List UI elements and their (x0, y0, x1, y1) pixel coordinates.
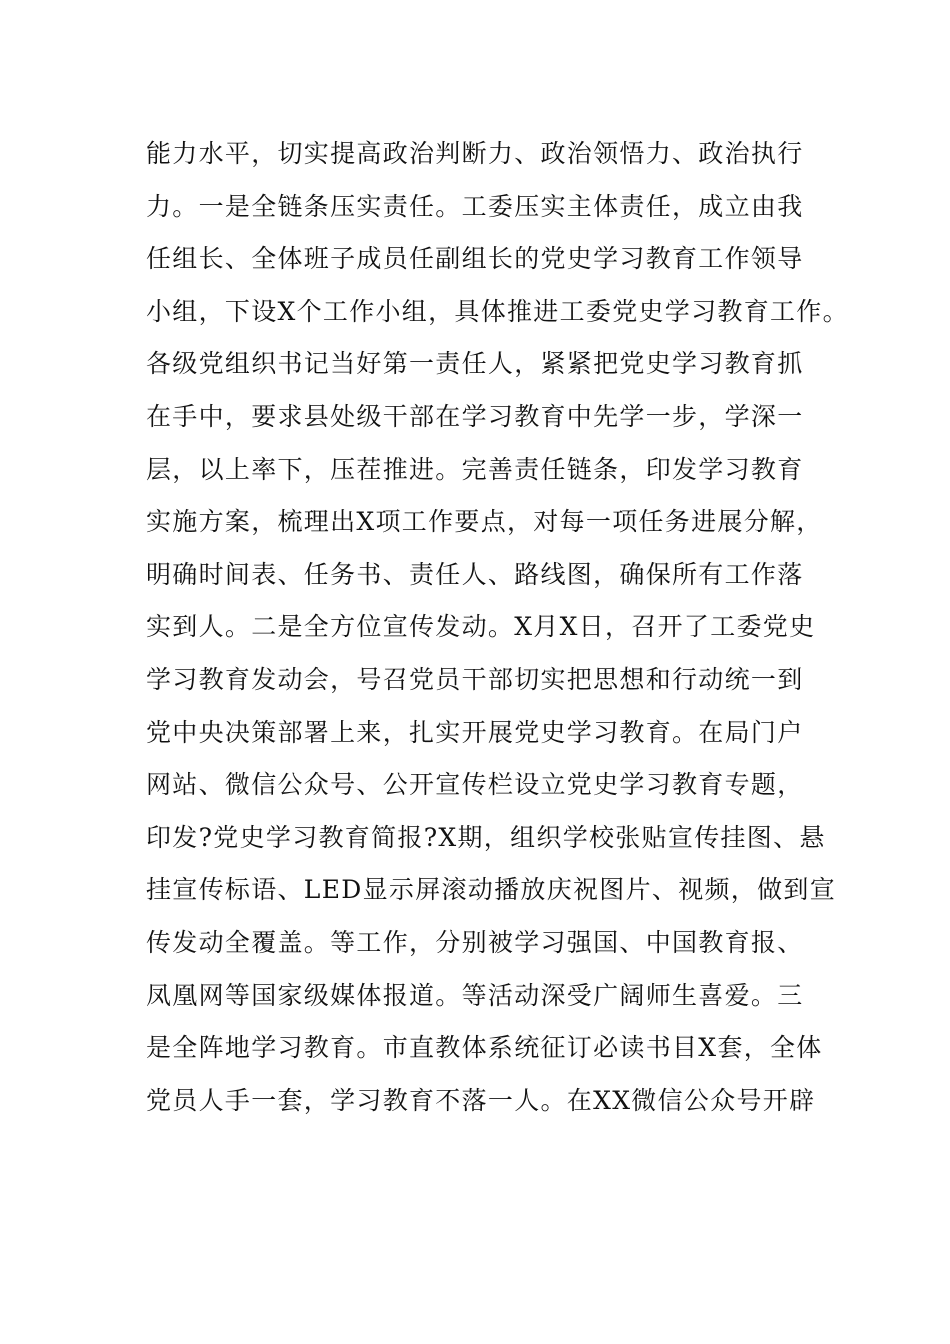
text-line: 是全阵地学习教育。市直教体系统征订必读书目X套，全体 (146, 1033, 823, 1063)
text-line: 实施方案，梳理出X项工作要点，对每一项任务进展分解， (146, 507, 823, 537)
text-line: 各级党组织书记当好第一责任人，紧紧把党史学习教育抓 (146, 349, 804, 379)
text-line: 传发动全覆盖。等工作，分别被学习强国、中国教育报、 (146, 927, 804, 957)
text-line: 挂宣传标语、LED显示屏滚动播放庆祝图片、视频，做到宣 (146, 875, 836, 905)
text-line: 小组，下设X个工作小组，具体推进工委党史学习教育工作。 (146, 296, 849, 326)
text-line: 党员人手一套，学习教育不落一人。在XX微信公众号开辟 (146, 1085, 816, 1115)
text-line: 网站、微信公众号、公开宣传栏设立党史学习教育专题， (146, 770, 804, 800)
text-line: 能力水平，切实提高政治判断力、政治领悟力、政治执行 (146, 139, 804, 168)
text-line: 力。一是全链条压实责任。工委压实主体责任，成立由我 (146, 191, 804, 221)
text-line: 任组长、全体班子成员任副组长的党史学习教育工作领导 (146, 244, 804, 274)
text-line: 层，以上率下，压茬推进。完善责任链条，印发学习教育 (146, 454, 804, 484)
body-text (146, 128, 849, 1127)
text-line: 凤凰网等国家级媒体报道。等活动深受广阔师生喜爱。三 (146, 980, 804, 1010)
text-line: 明确时间表、任务书、责任人、路线图，确保所有工作落 (146, 559, 804, 589)
text-line: 实到人。二是全方位宣传发动。X月X日，召开了工委党史 (146, 612, 816, 642)
text-line: 印发?党史学习教育简报?X期，组织学校张贴宣传挂图、悬 (146, 822, 826, 852)
text-line: 在手中，要求县处级干部在学习教育中先学一步，学深一 (146, 401, 804, 431)
text-line: 学习教育发动会，号召党员干部切实把思想和行动统一到 (146, 664, 804, 694)
text-line: 党中央决策部署上来，扎实开展党史学习教育。在局门户 (146, 717, 804, 747)
